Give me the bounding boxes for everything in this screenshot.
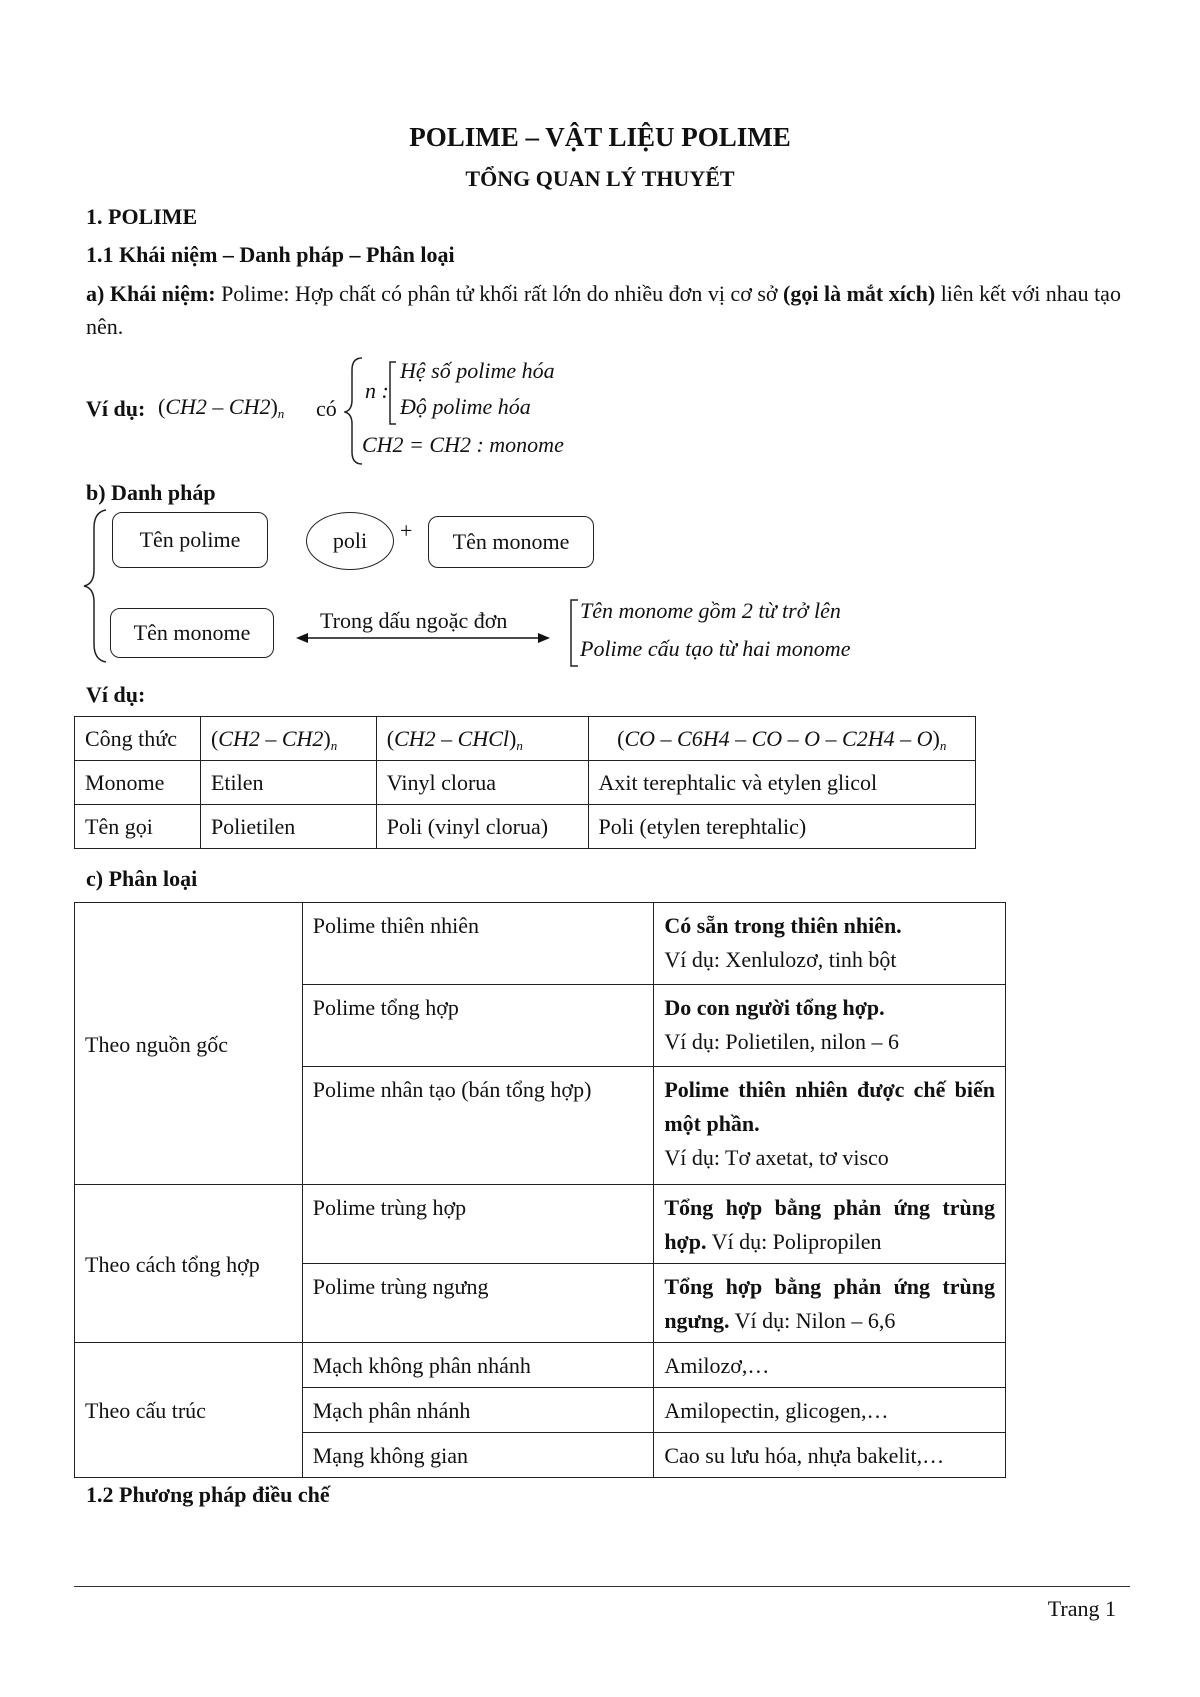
table-row bbox=[75, 805, 976, 849]
arrow-label: Trong dấu ngoặc đơn bbox=[320, 608, 508, 633]
table-row bbox=[75, 1343, 1006, 1388]
desc-cell: Amilozơ,… bbox=[654, 1343, 1006, 1388]
monome-cell: Vinyl clorua bbox=[376, 761, 588, 805]
example-formula-body: CH2 – CH2 bbox=[165, 394, 271, 419]
table-row bbox=[75, 717, 976, 761]
type-cell: Polime trùng hợp bbox=[302, 1185, 654, 1264]
example-label-1: Ví dụ: bbox=[86, 396, 146, 421]
type-cell: Polime thiên nhiên bbox=[302, 903, 654, 985]
name-cell: Poli (etylen terephtalic) bbox=[588, 805, 975, 849]
example-co: có bbox=[316, 396, 337, 421]
desc-cell: Polime thiên nhiên được chế biến một phần. Ví dụ: Tơ axetat, tơ visco bbox=[654, 1067, 1006, 1185]
desc-cell: Do con người tổng hợp. Ví dụ: Polietilen, nilon – 6 bbox=[654, 985, 1006, 1067]
oval-poli: poli bbox=[306, 512, 394, 570]
desc-cell: Cao su lưu hóa, nhựa bakelit,… bbox=[654, 1433, 1006, 1478]
desc-cell: Amilopectin, glicogen,… bbox=[654, 1388, 1006, 1433]
name-cell: Polietilen bbox=[200, 805, 376, 849]
table-row bbox=[75, 903, 1006, 985]
concept-text-1: Polime: Hợp chất có phân tử khối rất lớn do nhiều đơn vị cơ sở bbox=[215, 281, 784, 306]
example-formula: $(CH2 - CH2)_n$ bbox=[158, 394, 285, 421]
naming-brace-svg bbox=[82, 508, 112, 664]
type-cell: Polime nhân tạo (bán tổng hợp) bbox=[302, 1067, 654, 1185]
page-number: Trang 1 bbox=[1047, 1596, 1116, 1621]
box-ten-monome-2: Tên monome bbox=[110, 608, 274, 658]
formula-cell-pet: (CO – C6H4 – CO – O – $C2H4 - O)_n$ bbox=[588, 717, 975, 761]
type-cell: Mạng không gian bbox=[302, 1433, 654, 1478]
plus-sign: + bbox=[400, 518, 413, 543]
group-synthesis: Theo cách tổng hợp bbox=[75, 1185, 303, 1343]
case-two-words: Tên monome gồm 2 từ trở lên bbox=[580, 598, 841, 623]
classification-table bbox=[74, 902, 1006, 1478]
cases-bracket bbox=[568, 598, 580, 668]
n-label: n : bbox=[365, 378, 389, 403]
monome-cell: Etilen bbox=[200, 761, 376, 805]
section-heading-concept: 1.1 Khái niệm – Danh pháp – Phân loại bbox=[86, 242, 455, 267]
n-item-degree: Độ polime hóa bbox=[400, 394, 531, 419]
concept-text-2: liên kết với nhau tạo nên. bbox=[86, 281, 1121, 339]
type-cell: Polime tổng hợp bbox=[302, 985, 654, 1067]
formula-cell-pvc: $(CH2 - CHCl)_n$ bbox=[376, 717, 588, 761]
box-ten-monome-1: Tên monome bbox=[428, 516, 594, 568]
table-row bbox=[75, 1185, 1006, 1264]
type-cell: Mạch phân nhánh bbox=[302, 1388, 654, 1433]
row-header-formula: Công thức bbox=[75, 717, 201, 761]
group-structure: Theo cấu trúc bbox=[75, 1343, 303, 1478]
page-title: POLIME – VẬT LIỆU POLIME bbox=[409, 122, 791, 152]
double-arrow bbox=[294, 628, 552, 648]
n-item-coefficient: Hệ số polime hóa bbox=[400, 358, 555, 383]
section-heading-preparation: 1.2 Phương pháp điều chế bbox=[86, 1482, 330, 1507]
formula-cell-pe: $(CH2 - CH2)_n$ bbox=[200, 717, 376, 761]
example-label-2: Ví dụ: bbox=[86, 682, 146, 707]
footer-divider bbox=[74, 1586, 1130, 1587]
row-header-name: Tên gọi bbox=[75, 805, 201, 849]
name-cell: Poli (vinyl clorua) bbox=[376, 805, 588, 849]
type-cell: Polime trùng ngưng bbox=[302, 1264, 654, 1343]
box-ten-polime: Tên polime bbox=[112, 512, 268, 568]
concept-bold: (gọi là mắt xích) bbox=[783, 281, 936, 306]
desc-cell: Có sẵn trong thiên nhiên. Ví dụ: Xenlulozơ, tinh bột bbox=[654, 903, 1006, 985]
row-header-monome: Monome bbox=[75, 761, 201, 805]
section-heading-polime: 1. POLIME bbox=[86, 204, 198, 229]
desc-cell: Tổng hợp bằng phản ứng trùng ngưng. Ví dụ: Nilon – 6,6 bbox=[654, 1264, 1006, 1343]
naming-label: b) Danh pháp bbox=[86, 480, 216, 505]
monome-cell: Axit terephtalic và etylen glicol bbox=[588, 761, 975, 805]
example-table bbox=[74, 716, 976, 849]
concept-label: a) Khái niệm: bbox=[86, 281, 216, 306]
table-row bbox=[75, 761, 976, 805]
type-cell: Mạch không phân nhánh bbox=[302, 1343, 654, 1388]
monome-formula: CH2 = CH2 : monome bbox=[362, 432, 564, 457]
case-two-monomers: Polime cấu tạo từ hai monome bbox=[580, 636, 851, 661]
concept-paragraph bbox=[86, 277, 1126, 343]
desc-cell: Tổng hợp bằng phản ứng trùng hợp. Ví dụ: Polipropilen bbox=[654, 1185, 1006, 1264]
group-origin: Theo nguồn gốc bbox=[75, 903, 303, 1185]
page-subtitle: TỔNG QUAN LÝ THUYẾT bbox=[465, 166, 735, 191]
classification-label: c) Phân loại bbox=[86, 866, 198, 891]
